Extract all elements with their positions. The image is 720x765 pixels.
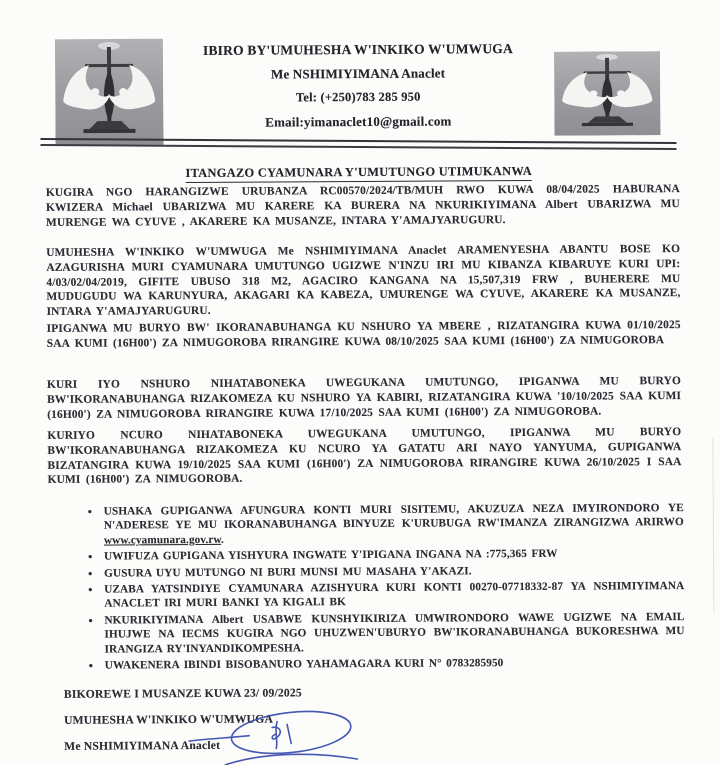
bullet-dot: • bbox=[87, 504, 93, 519]
paragraph-first-auction-round: IPIGANWA MU BURYO BW' IKORANABUHANGA KU NSHURO YA MBERE , RIZATANGIRA KUWA 01/10/2025 SAA KUMI (16H00') ZA NIMUGOROBA RIRANGIRE KUWA 08/10/2025 SAA KUMI (16H00') ZA NIMUGOROBA bbox=[46, 319, 681, 350]
auction-website-url: www.cyamunara.gov.rw bbox=[103, 533, 222, 547]
telephone-line: Tel: (+250)783 285 950 bbox=[295, 89, 421, 105]
bullet-text: UWIFUZA GUPIGANA YISHYURA INGWATE Y'IPIGANA INGANA NA :775,365 FRW bbox=[104, 548, 558, 563]
bullet-dot: • bbox=[88, 549, 93, 564]
bullet-text: GUSURA UYU MUTUNGO NI BURI MUNSI MU MASAHA Y'AKAZI. bbox=[104, 564, 472, 580]
paragraph-property-description: UMUHESHA W'INKIKO W'UMWUGA Me NSHIMIYIMANA Anaclet ARAMENYESHA ABANTU BOSE KO AZAGURISHA MURI CYAMUNARA UMUTUNGO UGIZWE N'INZU IRI MU KIBANZA KIBARUYE KURI UPI: 4/03/02/04/2019, GIFITE UBUSO 318 M2, AGACIRO KANGANA NA 15,507,319 FRW , BUHERERE MU MUDUGUDU WA KARUNYURA, AKAGARI KA KABEZA, UMURENGE WA CYUVE, AKARERE KA MUSANZE, INTARA Y'AMAJYARUGURU. bbox=[46, 243, 681, 319]
signatory-role-line: UMUHESHA W'INKIKO W'UMWUGA bbox=[64, 712, 274, 727]
paragraph-second-auction-round: KURI IYO NSHURO NIHATABONEKA UWEGUKANA UMUTUNGO, IPIGANWA MU BURYO BW'IKORANABUHANGA RIZAKOMEZA KU NSHURO YA KABIRI, RIZATANGIRA KUWA '10/10/2025 SAA KUMI (16H00') ZA NIMUGOROBA RIRANGIRE KUWA 17/10/2025 SAA KUMI (16H00') ZA NIMUGOROBA. bbox=[46, 375, 682, 421]
paragraph-third-auction-round: KURIYO NCURO NIHATABONEKA UWEGUKANA UMUTUNGO, IPIGANWA MU BURYO BW'IKORANABUHANGA RIZAKOMEZA KU NCURO YA GATATU ARI NAYO YANYUMA, GUPIGANWA BIZATANGIRA KUWA 19/10/2025 SAA KUMI (16H00') ZA NIMUGOROBA RIRANGIRE KUWA 26/10/2025 I SAA KUMI (16H00') ZA NIMUGOROBA. bbox=[47, 426, 682, 487]
list-item bbox=[48, 546, 684, 564]
office-title: IBIRO BY'UMUHESHA W'INKIKO W'UMWUGA bbox=[202, 41, 513, 58]
list-item bbox=[48, 501, 684, 548]
place-and-date-line: BIKOREWE I MUSANZE KUWA 23/ 09/2025 bbox=[63, 686, 302, 701]
list-item bbox=[48, 579, 684, 612]
list-item bbox=[48, 610, 684, 657]
list-item bbox=[49, 655, 685, 673]
bullet-text-after: . bbox=[220, 533, 224, 546]
bullet-dot: • bbox=[88, 582, 93, 597]
paper-edge-shadow bbox=[712, 438, 714, 613]
bullet-text: NKURIKIYIMANA Albert USABWE KUNSHYIKIRIZA UMWIRONDORO WAWE UGIZWE NA EMAIL IHUJWE NA IECMS KUGIRA NGO UHUZWEN'UBURYO BW'IKORANABUHANGA BUKORESHWA MU IRANGIZA RY'INYANDIKOMPESHA. bbox=[104, 610, 685, 656]
list-item bbox=[48, 563, 684, 581]
bullet-text: USHAKA GUPIGANWA AFUNGURA KONTI MURI SISITEMU, AKUZUZA NEZA IMYIRONDORO YE N'ADERESE YE MU IKORANABUHANGA BINYUZE K'URUBUGA RW'IMANZA ZIRANGIZWA ARIRWO bbox=[103, 502, 684, 532]
bullet-dot: • bbox=[88, 566, 93, 581]
document-title-row bbox=[0, 161, 719, 184]
justice-scales-logo-right bbox=[554, 51, 661, 136]
officer-name: Me NSHIMIYIMANA Anaclet bbox=[270, 65, 446, 82]
letterhead bbox=[148, 41, 569, 131]
bullet-text: UZABA YATSINDIYE CYAMUNARA AZISHYURA KURI KONTI 00270-07718332-87 YA NSHIMIYIMANA ANACLET IRI MURI BANKI YA KIGALI BK bbox=[104, 580, 685, 611]
bullet-dot: • bbox=[88, 658, 94, 673]
bullet-text: UWAKENERA IBINDI BISOBANURO YAHAMAGARA KURI N° 0783285950 bbox=[104, 657, 504, 672]
scales-doves-icon bbox=[554, 51, 661, 136]
paragraph-case-reference: KUGIRA NGO HARANGIZWE URUBANZA RC00570/2024/TB/MUH RWO KUWA 08/04/2025 HABURANA KWIZERA Michael UBARIZWA MU KARERE KA BURERA NA NKURIKIYIMANA Albert UBARIZWA MU MURENGE WA CYUVE , AKARERE KA MUSANZE, INTARA Y'AMAJYARUGURU. bbox=[45, 183, 680, 229]
handwritten-signature bbox=[187, 707, 359, 765]
bullet-dot: • bbox=[88, 613, 93, 628]
document-title: ITANGAZO CYAMUNARA Y'UMUTUNGO UTIMUKANWA bbox=[185, 164, 532, 183]
conditions-list bbox=[48, 501, 685, 675]
letterhead-divider-rule bbox=[40, 138, 676, 150]
signatory-name-line: Me NSHIMIYIMANA Anaclet bbox=[64, 738, 221, 753]
email-line: Email:yimanaclet10@gmail.com bbox=[265, 113, 452, 130]
